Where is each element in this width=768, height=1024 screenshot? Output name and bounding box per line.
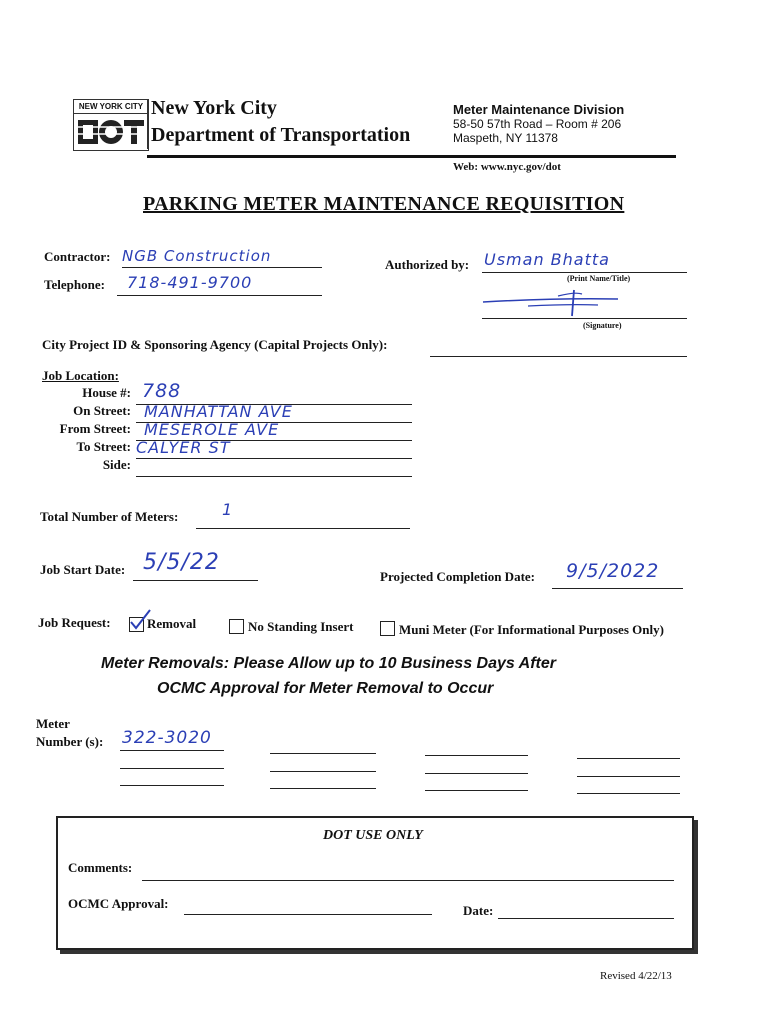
- job-start-field[interactable]: [133, 550, 258, 581]
- meter-number-field-2[interactable]: [120, 766, 224, 769]
- side-field[interactable]: [136, 456, 412, 477]
- authorized-field[interactable]: [482, 250, 687, 273]
- city-project-label: City Project ID & Sponsoring Agency (Capital Projects Only):: [42, 337, 388, 352]
- meter-number-value: 322-3020: [122, 728, 212, 748]
- job-start-value: 5/5/22: [143, 550, 220, 575]
- job-start-label: Job Start Date:: [40, 562, 126, 577]
- logo-text: NEW YORK CITY: [74, 100, 148, 114]
- total-meters-label: Total Number of Meters:: [40, 509, 179, 524]
- job-request-label: Job Request:: [38, 615, 111, 630]
- from-street-value: MESEROLE AVE: [144, 420, 280, 439]
- projected-completion-field[interactable]: [552, 560, 683, 589]
- comments-label: Comments:: [68, 860, 133, 875]
- form-title: PARKING METER MAINTENANCE REQUISITION: [143, 193, 625, 215]
- division-address-line2: Maspeth, NY 11378: [453, 131, 558, 145]
- meter-number-label-line2: Number (s):: [36, 734, 104, 749]
- projected-completion-value: 9/5/2022: [566, 560, 660, 582]
- meter-number-field-5[interactable]: [270, 769, 376, 772]
- total-meters-field[interactable]: [196, 500, 410, 529]
- to-street-label: To Street:: [76, 439, 131, 454]
- contractor-field[interactable]: [122, 249, 322, 268]
- dot-use-only-box: [56, 816, 694, 950]
- city-project-field[interactable]: [430, 338, 687, 357]
- muni-meter-label: Muni Meter (For Informational Purposes Only): [399, 622, 664, 637]
- meter-number-field-9[interactable]: [425, 788, 528, 791]
- header-rule: [147, 155, 676, 158]
- from-street-label: From Street:: [59, 421, 131, 436]
- side-label: Side:: [102, 457, 131, 472]
- dot-logo: [73, 99, 149, 151]
- meter-number-field-10[interactable]: [577, 756, 680, 759]
- meter-number-field-12[interactable]: [577, 791, 680, 794]
- division-address-line1: 58-50 57th Road – Room # 206: [453, 117, 622, 131]
- meter-number-label-line1: Meter: [36, 716, 70, 731]
- web-url[interactable]: www.nyc.gov/dot: [480, 161, 561, 173]
- dot-logo-mark-icon: [78, 118, 144, 146]
- meter-number-field-4[interactable]: [270, 751, 376, 754]
- comments-field[interactable]: [142, 864, 674, 881]
- meter-number-field-3[interactable]: [120, 783, 224, 786]
- division-name: Meter Maintenance Division: [453, 102, 625, 117]
- telephone-label: Telephone:: [44, 277, 105, 292]
- meter-number-field-11[interactable]: [577, 774, 680, 777]
- ocmc-approval-field[interactable]: [184, 898, 432, 915]
- total-meters-value: 1: [222, 500, 234, 519]
- authorized-label: Authorized by:: [385, 257, 470, 272]
- notice-line1: Meter Removals: Please Allow up to 10 Business Days After: [101, 655, 556, 672]
- meter-number-field-8[interactable]: [425, 771, 528, 774]
- removal-checkbox[interactable]: [129, 617, 144, 632]
- dot-date-label: Date:: [463, 903, 494, 918]
- org-name-line2: Department of Transportation: [151, 124, 411, 146]
- house-value: 788: [142, 380, 182, 402]
- removal-label: Removal: [147, 616, 197, 631]
- on-street-value: MANHATTAN AVE: [144, 402, 293, 421]
- revised-date: Revised 4/22/13: [600, 970, 672, 982]
- web-line: [453, 161, 561, 173]
- no-standing-checkbox[interactable]: [229, 619, 244, 634]
- telephone-field[interactable]: [117, 273, 322, 296]
- dot-date-field[interactable]: [498, 902, 674, 919]
- meter-number-field-1[interactable]: [120, 748, 224, 751]
- contractor-value: NGB Construction: [122, 247, 272, 265]
- ocmc-approval-label: OCMC Approval:: [68, 896, 169, 911]
- job-location-heading: Job Location:: [42, 368, 119, 383]
- signature-caption: (Signature): [583, 321, 622, 330]
- logo-separator: [147, 99, 148, 149]
- contractor-label: Contractor:: [44, 249, 111, 264]
- to-street-value: CALYER ST: [136, 438, 231, 457]
- org-name-line1: New York City: [151, 97, 277, 119]
- authorized-value: Usman Bhatta: [484, 250, 610, 269]
- muni-meter-checkbox[interactable]: [380, 621, 395, 636]
- on-street-label: On Street:: [73, 403, 131, 418]
- projected-completion-label: Projected Completion Date:: [380, 569, 535, 584]
- print-name-caption: (Print Name/Title): [567, 274, 631, 283]
- web-label: Web:: [453, 161, 479, 173]
- meter-number-field-7[interactable]: [425, 753, 528, 756]
- signature-field[interactable]: [482, 304, 687, 319]
- dot-use-heading: DOT USE ONLY: [323, 828, 423, 843]
- notice-line2: OCMC Approval for Meter Removal to Occur: [157, 680, 494, 697]
- no-standing-label: No Standing Insert: [248, 619, 354, 634]
- telephone-value: 718-491-9700: [127, 273, 253, 292]
- house-label: House #:: [82, 385, 131, 400]
- meter-number-field-6[interactable]: [270, 786, 376, 789]
